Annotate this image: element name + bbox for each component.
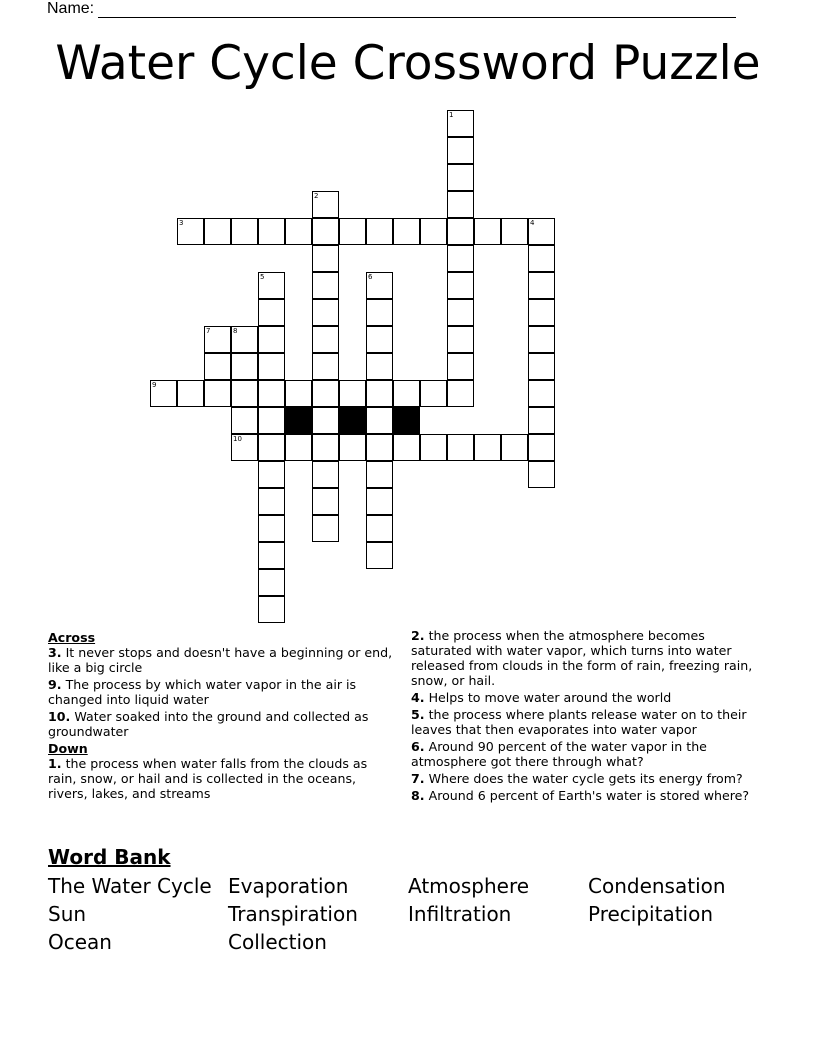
page-title: Water Cycle Crossword Puzzle bbox=[55, 36, 761, 91]
crossword-cell[interactable] bbox=[150, 380, 177, 407]
word-bank-item: Atmosphere bbox=[408, 874, 530, 898]
crossword-cell[interactable] bbox=[393, 218, 420, 245]
crossword-cell[interactable] bbox=[447, 191, 474, 218]
clue-down-1: 1. the process when water falls from the clouds as rain, snow, or hail and is collected in the oceans, rivers, lakes, and streams bbox=[48, 756, 368, 801]
crossword-cell[interactable] bbox=[231, 407, 258, 434]
crossword-cell[interactable] bbox=[258, 407, 285, 434]
crossword-cell[interactable] bbox=[420, 218, 447, 245]
crossword-cell[interactable] bbox=[447, 299, 474, 326]
crossword-cell[interactable] bbox=[447, 272, 474, 299]
crossword-cell[interactable] bbox=[258, 272, 285, 299]
down-heading: Down bbox=[48, 741, 88, 756]
clue-number: 7 bbox=[206, 327, 211, 335]
black-cell bbox=[285, 407, 312, 434]
word-bank-item: Precipitation bbox=[588, 902, 714, 926]
crossword-cell[interactable] bbox=[231, 326, 258, 353]
crossword-cell[interactable] bbox=[258, 380, 285, 407]
crossword-cell[interactable] bbox=[312, 272, 339, 299]
crossword-cell[interactable] bbox=[474, 434, 501, 461]
clue-number: 9 bbox=[152, 381, 157, 389]
crossword-cell[interactable] bbox=[366, 434, 393, 461]
crossword-cell[interactable] bbox=[204, 326, 231, 353]
crossword-cell[interactable] bbox=[231, 218, 258, 245]
word-bank-item: The Water Cycle bbox=[48, 874, 212, 898]
crossword-cell[interactable] bbox=[312, 326, 339, 353]
crossword-cell[interactable] bbox=[528, 272, 555, 299]
word-bank bbox=[48, 872, 808, 956]
black-cell bbox=[339, 407, 366, 434]
crossword-cell[interactable] bbox=[312, 380, 339, 407]
clue-number: 10 bbox=[233, 435, 242, 443]
clue-down-2: 2. the process when the atmosphere becomes saturated with water vapor, which turns into water released from clouds in the form of rain, freezing rain, snow, or hail. bbox=[411, 628, 753, 688]
crossword-cell[interactable] bbox=[258, 218, 285, 245]
word-bank-item: Sun bbox=[48, 902, 87, 926]
word-bank-item: Condensation bbox=[588, 874, 726, 898]
crossword-cell[interactable] bbox=[366, 515, 393, 542]
crossword-cell[interactable] bbox=[231, 434, 258, 461]
crossword-cell[interactable] bbox=[420, 434, 447, 461]
across-heading: Across bbox=[48, 630, 96, 645]
crossword-cell[interactable] bbox=[393, 434, 420, 461]
crossword-cell[interactable] bbox=[258, 326, 285, 353]
crossword-cell[interactable] bbox=[420, 380, 447, 407]
clue-down-6: 6. Around 90 percent of the water vapor in the atmosphere got there through what? bbox=[411, 739, 707, 769]
crossword-cell[interactable] bbox=[231, 353, 258, 380]
crossword-cell[interactable] bbox=[312, 218, 339, 245]
crossword-cell[interactable] bbox=[366, 299, 393, 326]
crossword-cell[interactable] bbox=[501, 218, 528, 245]
crossword-cell[interactable] bbox=[312, 407, 339, 434]
crossword-cell[interactable] bbox=[447, 245, 474, 272]
clue-down-7: 7. Where does the water cycle gets its energy from? bbox=[411, 771, 743, 786]
crossword-cell[interactable] bbox=[258, 299, 285, 326]
crossword-cell[interactable] bbox=[312, 461, 339, 488]
crossword-cell[interactable] bbox=[312, 191, 339, 218]
crossword-cell[interactable] bbox=[393, 380, 420, 407]
crossword-cell[interactable] bbox=[339, 380, 366, 407]
crossword-cell[interactable] bbox=[312, 434, 339, 461]
crossword-cell[interactable] bbox=[312, 515, 339, 542]
crossword-cell[interactable] bbox=[177, 380, 204, 407]
crossword-cell[interactable] bbox=[366, 488, 393, 515]
crossword-cell[interactable] bbox=[258, 488, 285, 515]
crossword-cell[interactable] bbox=[528, 353, 555, 380]
crossword-cell[interactable] bbox=[366, 218, 393, 245]
crossword-cell[interactable] bbox=[312, 299, 339, 326]
word-bank-item: Collection bbox=[228, 930, 327, 954]
crossword-cell[interactable] bbox=[366, 326, 393, 353]
crossword-cell[interactable] bbox=[366, 380, 393, 407]
crossword-cell[interactable] bbox=[447, 137, 474, 164]
crossword-cell[interactable] bbox=[366, 407, 393, 434]
black-cell bbox=[393, 407, 420, 434]
crossword-cell[interactable] bbox=[204, 353, 231, 380]
crossword-cell[interactable] bbox=[474, 218, 501, 245]
crossword-cell[interactable] bbox=[258, 542, 285, 569]
clue-number: 1 bbox=[449, 111, 454, 119]
clue-across-3: 3. It never stops and doesn't have a beginning or end, like a big circle bbox=[48, 645, 393, 675]
crossword-cell[interactable] bbox=[285, 380, 312, 407]
crossword-cell[interactable] bbox=[366, 272, 393, 299]
word-bank-item: Infiltration bbox=[408, 902, 512, 926]
crossword-cell[interactable] bbox=[447, 380, 474, 407]
word-bank-item: Evaporation bbox=[228, 874, 349, 898]
crossword-cell[interactable] bbox=[258, 596, 285, 623]
word-bank-title: Word Bank bbox=[48, 845, 171, 869]
word-bank-item: Ocean bbox=[48, 930, 112, 954]
clues-left-column bbox=[48, 628, 394, 803]
clue-number: 8 bbox=[233, 327, 238, 335]
clue-number: 5 bbox=[260, 273, 265, 281]
crossword-cell[interactable] bbox=[258, 569, 285, 596]
clue-across-10: 10. Water soaked into the ground and collected as groundwater bbox=[48, 709, 369, 739]
crossword-cell[interactable] bbox=[231, 380, 258, 407]
clue-number: 3 bbox=[179, 219, 184, 227]
crossword-cell[interactable] bbox=[528, 461, 555, 488]
crossword-cell[interactable] bbox=[528, 326, 555, 353]
crossword-cell[interactable] bbox=[528, 380, 555, 407]
crossword-cell[interactable] bbox=[258, 515, 285, 542]
crossword-cell[interactable] bbox=[447, 434, 474, 461]
name-label: Name: bbox=[47, 0, 95, 17]
clues-right-column bbox=[411, 628, 757, 805]
crossword-cell[interactable] bbox=[528, 245, 555, 272]
clue-across-9: 9. The process by which water vapor in the air is changed into liquid water bbox=[48, 677, 357, 707]
crossword-cell[interactable] bbox=[447, 353, 474, 380]
crossword-cell[interactable] bbox=[528, 407, 555, 434]
crossword-cell[interactable] bbox=[528, 299, 555, 326]
crossword-cell[interactable] bbox=[258, 353, 285, 380]
crossword-cell[interactable] bbox=[501, 434, 528, 461]
crossword-cell[interactable] bbox=[258, 434, 285, 461]
crossword-cell[interactable] bbox=[177, 218, 204, 245]
crossword-cell[interactable] bbox=[366, 461, 393, 488]
crossword-cell[interactable] bbox=[285, 434, 312, 461]
crossword-cell[interactable] bbox=[312, 245, 339, 272]
clue-down-5: 5. the process where plants release water on to their leaves that then evaporates into water vapor bbox=[411, 707, 747, 737]
crossword-cell[interactable] bbox=[366, 353, 393, 380]
crossword-cell[interactable] bbox=[528, 218, 555, 245]
crossword-cell[interactable] bbox=[447, 164, 474, 191]
clue-number: 2 bbox=[314, 192, 319, 200]
crossword-cell[interactable] bbox=[312, 353, 339, 380]
clue-number: 4 bbox=[530, 219, 535, 227]
crossword-cell[interactable] bbox=[447, 218, 474, 245]
crossword-cell[interactable] bbox=[204, 218, 231, 245]
crossword-cell[interactable] bbox=[204, 380, 231, 407]
crossword-cell[interactable] bbox=[312, 488, 339, 515]
crossword-cell[interactable] bbox=[339, 218, 366, 245]
clue-down-8: 8. Around 6 percent of Earth's water is stored where? bbox=[411, 788, 750, 803]
clue-down-4: 4. Helps to move water around the world bbox=[411, 690, 672, 705]
crossword-cell[interactable] bbox=[285, 218, 312, 245]
crossword-cell[interactable] bbox=[447, 110, 474, 137]
crossword-cell[interactable] bbox=[366, 542, 393, 569]
crossword-cell[interactable] bbox=[447, 326, 474, 353]
crossword-cell[interactable] bbox=[258, 461, 285, 488]
crossword-cell[interactable] bbox=[339, 434, 366, 461]
crossword-cell[interactable] bbox=[528, 434, 555, 461]
word-bank-item: Transpiration bbox=[228, 902, 358, 926]
clue-number: 6 bbox=[368, 273, 373, 281]
